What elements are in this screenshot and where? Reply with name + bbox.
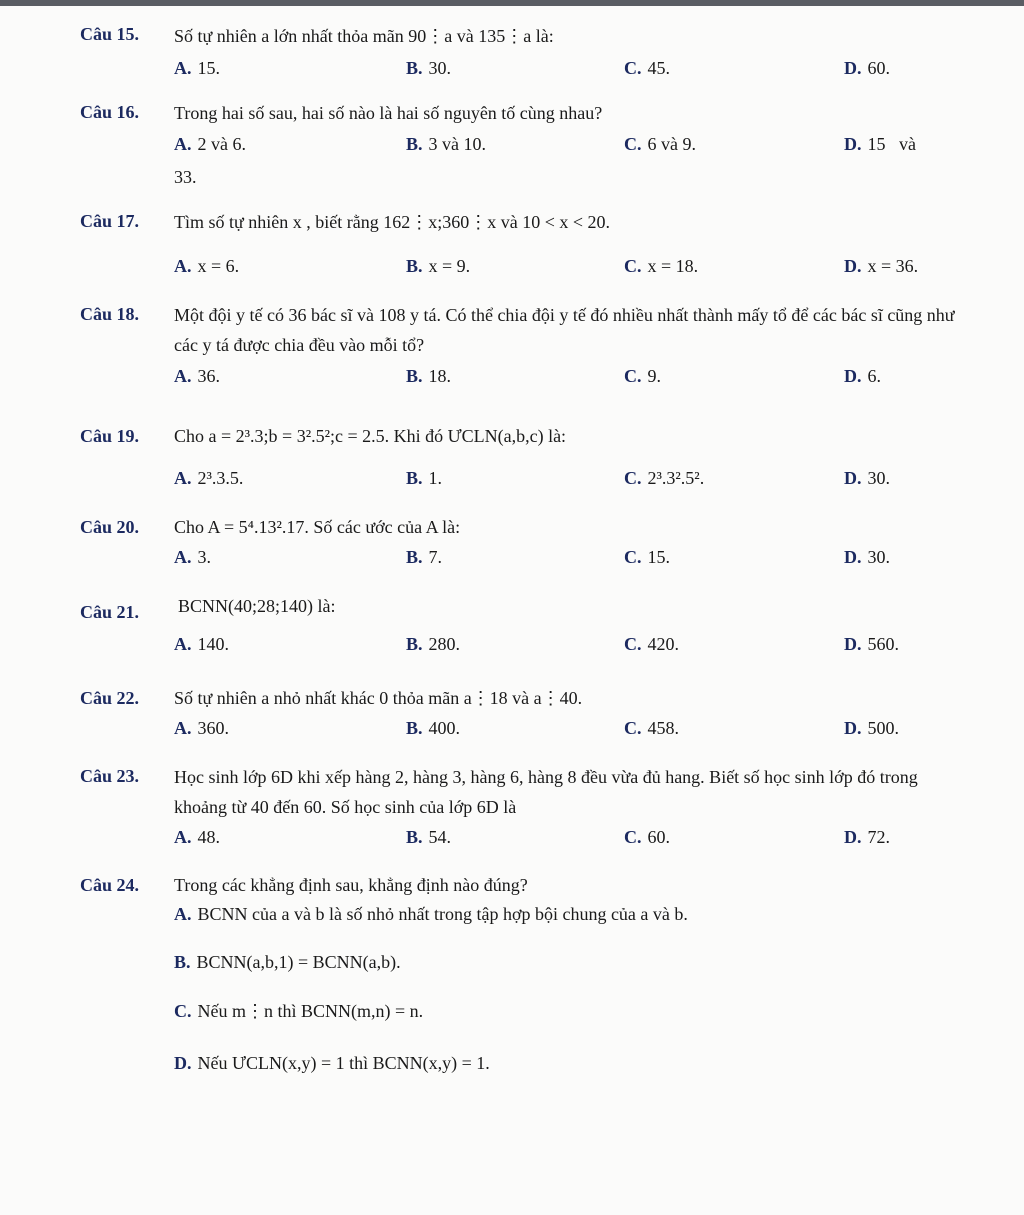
option-d: D. 30. — [844, 547, 890, 567]
question-number: Câu 20. — [80, 517, 140, 537]
option-b: B. BCNN(a,b,1) = BCNN(a,b). — [174, 952, 401, 972]
option-b: B. 18. — [406, 366, 452, 386]
option-b: B. 280. — [406, 634, 461, 654]
option-a: A. 2 và 6. — [174, 134, 246, 154]
option-a: A. 2³.3.5. — [174, 468, 244, 488]
question-stem: Số tự nhiên a lớn nhất thỏa mãn 90⋮a và 135⋮a là: — [174, 26, 554, 46]
option-a: A. x = 6. — [174, 256, 240, 276]
option-d: D. 72. — [844, 827, 890, 847]
question-stem: Tìm số tự nhiên x , biết rằng 162⋮x;360⋮x và 10 < x < 20. — [174, 212, 611, 232]
question-stem: Cho a = 2³.3;b = 3².5²;c = 2.5. Khi đó ƯCLN(a,b,c) là: — [174, 426, 567, 446]
question-stem: Trong hai số sau, hai số nào là hai số nguyên tố cùng nhau? — [174, 103, 603, 123]
option-c: C. 458. — [624, 718, 679, 738]
option-c: C. 9. — [624, 366, 661, 386]
option-b: B. 54. — [406, 827, 452, 847]
question-number: Câu 16. — [80, 102, 140, 122]
question-stem: Cho A = 5⁴.13².17. Số các ước của A là: — [174, 517, 461, 537]
question-number: Câu 19. — [80, 426, 140, 446]
option-b: B. 7. — [406, 547, 443, 567]
option-c: C. 420. — [624, 634, 679, 654]
option-b: B. 3 và 10. — [406, 134, 487, 154]
option-a: A. 15. — [174, 58, 220, 78]
option-d: D. x = 36. — [844, 256, 919, 276]
option-c: C. 15. — [624, 547, 670, 567]
option-a: A. 140. — [174, 634, 229, 654]
option-c: C. 60. — [624, 827, 670, 847]
option-d: D. 30. — [844, 468, 890, 488]
option-b: B. 1. — [406, 468, 443, 488]
option-d: D. 15 và — [844, 134, 916, 154]
option-c: C. x = 18. — [624, 256, 699, 276]
question-stem: Học sinh lớp 6D khi xếp hàng 2, hàng 3, hàng 6, hàng 8 đều vừa đủ hang. Biết số học sinh lớp đó trong khoảng từ 40 đến 60. Số học sinh của lớp 6D là — [174, 767, 918, 817]
question-stem: BCNN(40;28;140) là: — [178, 596, 336, 616]
option-d: D. 500. — [844, 718, 899, 738]
option-c: C. 45. — [624, 58, 670, 78]
option-d-wrap: 33. — [174, 167, 197, 187]
option-d: D. 60. — [844, 58, 890, 78]
question-number: Câu 23. — [80, 766, 140, 786]
question-number: Câu 21. — [80, 602, 140, 622]
question-stem: Số tự nhiên a nhỏ nhất khác 0 thỏa mãn a⋮18 và a⋮40. — [174, 688, 583, 708]
option-d: D. 560. — [844, 634, 899, 654]
question-stem: Trong các khẳng định sau, khẳng định nào đúng? — [174, 875, 528, 895]
option-a: A. 3. — [174, 547, 211, 567]
question-number: Câu 15. — [80, 24, 140, 44]
option-d: D. 6. — [844, 366, 881, 386]
option-a: A. 48. — [174, 827, 220, 847]
option-d: D. Nếu ƯCLN(x,y) = 1 thì BCNN(x,y) = 1. — [174, 1053, 490, 1073]
option-a: A. 360. — [174, 718, 229, 738]
question-stem: Một đội y tế có 36 bác sĩ và 108 y tá. Có thể chia đội y tế đó nhiều nhất thành mấy tổ để các bác sĩ cũng như các y tá được chia đều vào mỗi tổ? — [174, 305, 955, 355]
option-c: C. 6 và 9. — [624, 134, 696, 154]
option-b: B. x = 9. — [406, 256, 471, 276]
question-number: Câu 18. — [80, 304, 140, 324]
option-b: B. 400. — [406, 718, 461, 738]
question-number: Câu 22. — [80, 688, 140, 708]
option-b: B. 30. — [406, 58, 452, 78]
question-number: Câu 24. — [80, 875, 140, 895]
option-a: A. BCNN của a và b là số nhỏ nhất trong tập hợp bội chung của a và b. — [174, 904, 688, 924]
option-a: A. 36. — [174, 366, 220, 386]
question-number: Câu 17. — [80, 211, 140, 231]
option-c: C. 2³.3².5². — [624, 468, 705, 488]
option-c: C. Nếu m⋮n thì BCNN(m,n) = n. — [174, 1001, 424, 1021]
